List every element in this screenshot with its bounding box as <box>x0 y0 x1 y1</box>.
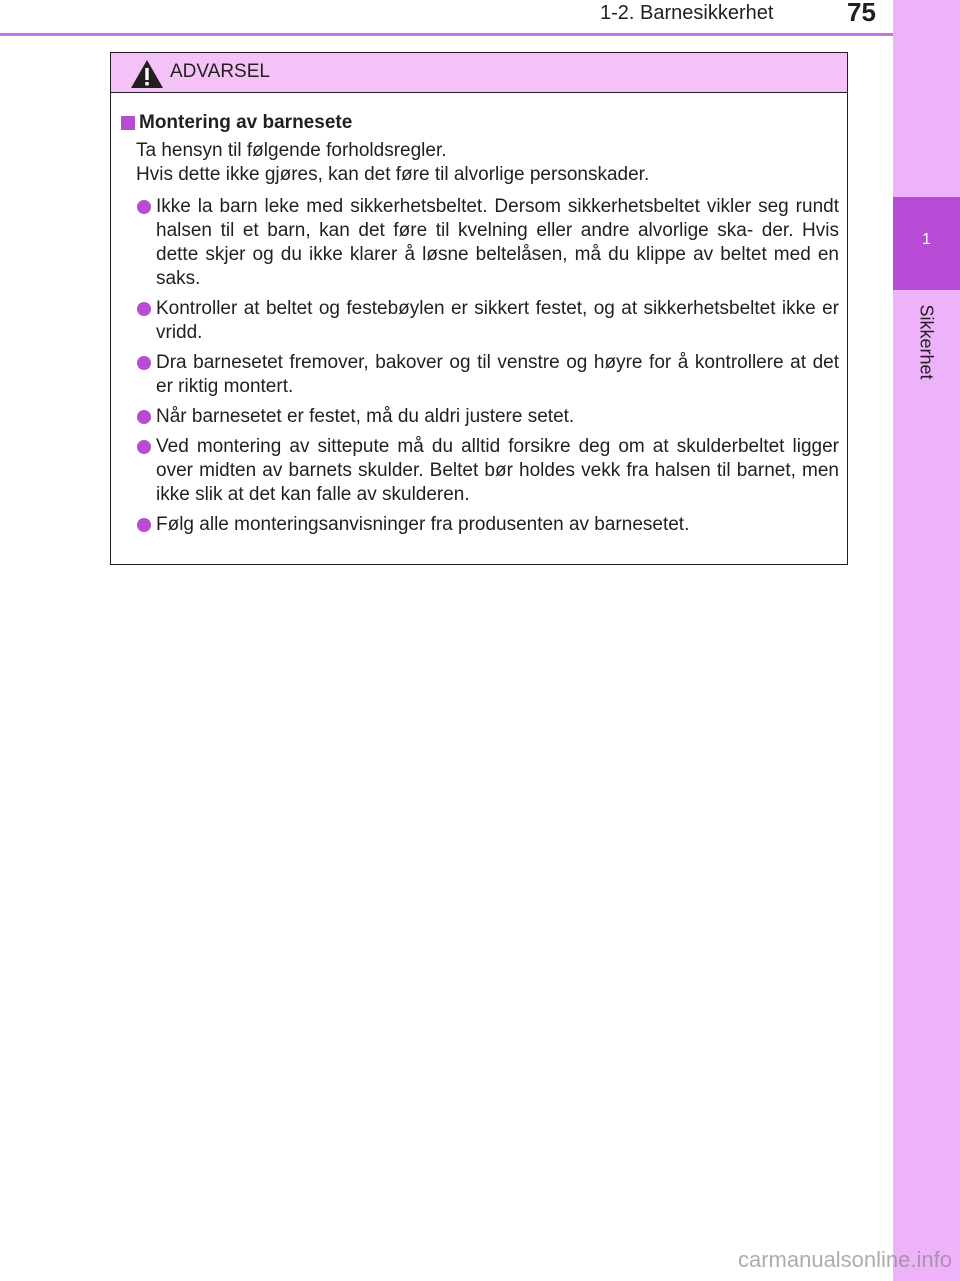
bullet-text: Ved montering av sittepute må du alltid forsikre deg om at skulderbeltet ligger over midten av barnets skulder. Beltet bør holdes vekk fra halsen til barnet, men ikke slik at det kan falle av skulderen. <box>156 436 839 505</box>
circle-bullet-icon <box>137 302 151 316</box>
warning-bullet-list <box>119 195 839 537</box>
warning-header <box>111 53 847 93</box>
bullet-item <box>119 513 839 537</box>
warning-section-title: Montering av barnesete <box>139 112 353 133</box>
circle-bullet-icon <box>137 440 151 454</box>
warning-body <box>111 93 847 537</box>
bullet-item <box>119 405 839 429</box>
header-rule <box>0 33 893 36</box>
side-strip <box>893 0 960 1281</box>
circle-bullet-icon <box>137 518 151 532</box>
chapter-number: 1 <box>922 231 931 248</box>
chapter-tab[interactable] <box>893 197 960 290</box>
bullet-item <box>119 435 839 507</box>
bullet-item <box>119 351 839 399</box>
intro-line: Ta hensyn til følgende forholdsregler. <box>136 140 447 161</box>
watermark-text: carmanualsonline.info <box>737 1247 952 1272</box>
warning-section-heading <box>119 111 839 135</box>
chapter-label: Sikkerhet <box>916 304 937 380</box>
bullet-text: Dra barnesetet fremover, bakover og til venstre og høyre for å kontrollere at det er riktig montert. <box>156 352 839 397</box>
section-title: 1-2. Barnesikkerhet <box>600 2 774 24</box>
warning-triangle-icon <box>130 59 164 89</box>
circle-bullet-icon <box>137 200 151 214</box>
circle-bullet-icon <box>137 356 151 370</box>
bullet-item <box>119 195 839 291</box>
bullet-text: Ikke la barn leke med sikkerhetsbeltet. Dersom sikkerhetsbeltet vikler seg rundt halsen til et barn, kan det føre til kvelning eller andre alvorlige ska- der. Hvis dette skjer og du ikke klarer å løsne beltelåsen, må du klippe av beltet med en saks. <box>156 196 839 289</box>
square-bullet-icon <box>121 116 135 130</box>
page-number: 75 <box>847 0 876 27</box>
bullet-text: Følg alle monteringsanvisninger fra produsenten av barnesetet. <box>156 514 690 535</box>
warning-intro <box>119 139 839 187</box>
intro-line: Hvis dette ikke gjøres, kan det føre til alvorlige personskader. <box>136 164 650 185</box>
warning-title: ADVARSEL <box>170 61 270 82</box>
bullet-text: Kontroller at beltet og festebøylen er sikkert festet, og at sikkerhetsbeltet ikke er vridd. <box>156 298 839 343</box>
bullet-item <box>119 297 839 345</box>
warning-box <box>110 52 848 565</box>
circle-bullet-icon <box>137 410 151 424</box>
bullet-text: Når barnesetet er festet, må du aldri justere setet. <box>156 406 575 427</box>
page-header <box>0 0 893 40</box>
